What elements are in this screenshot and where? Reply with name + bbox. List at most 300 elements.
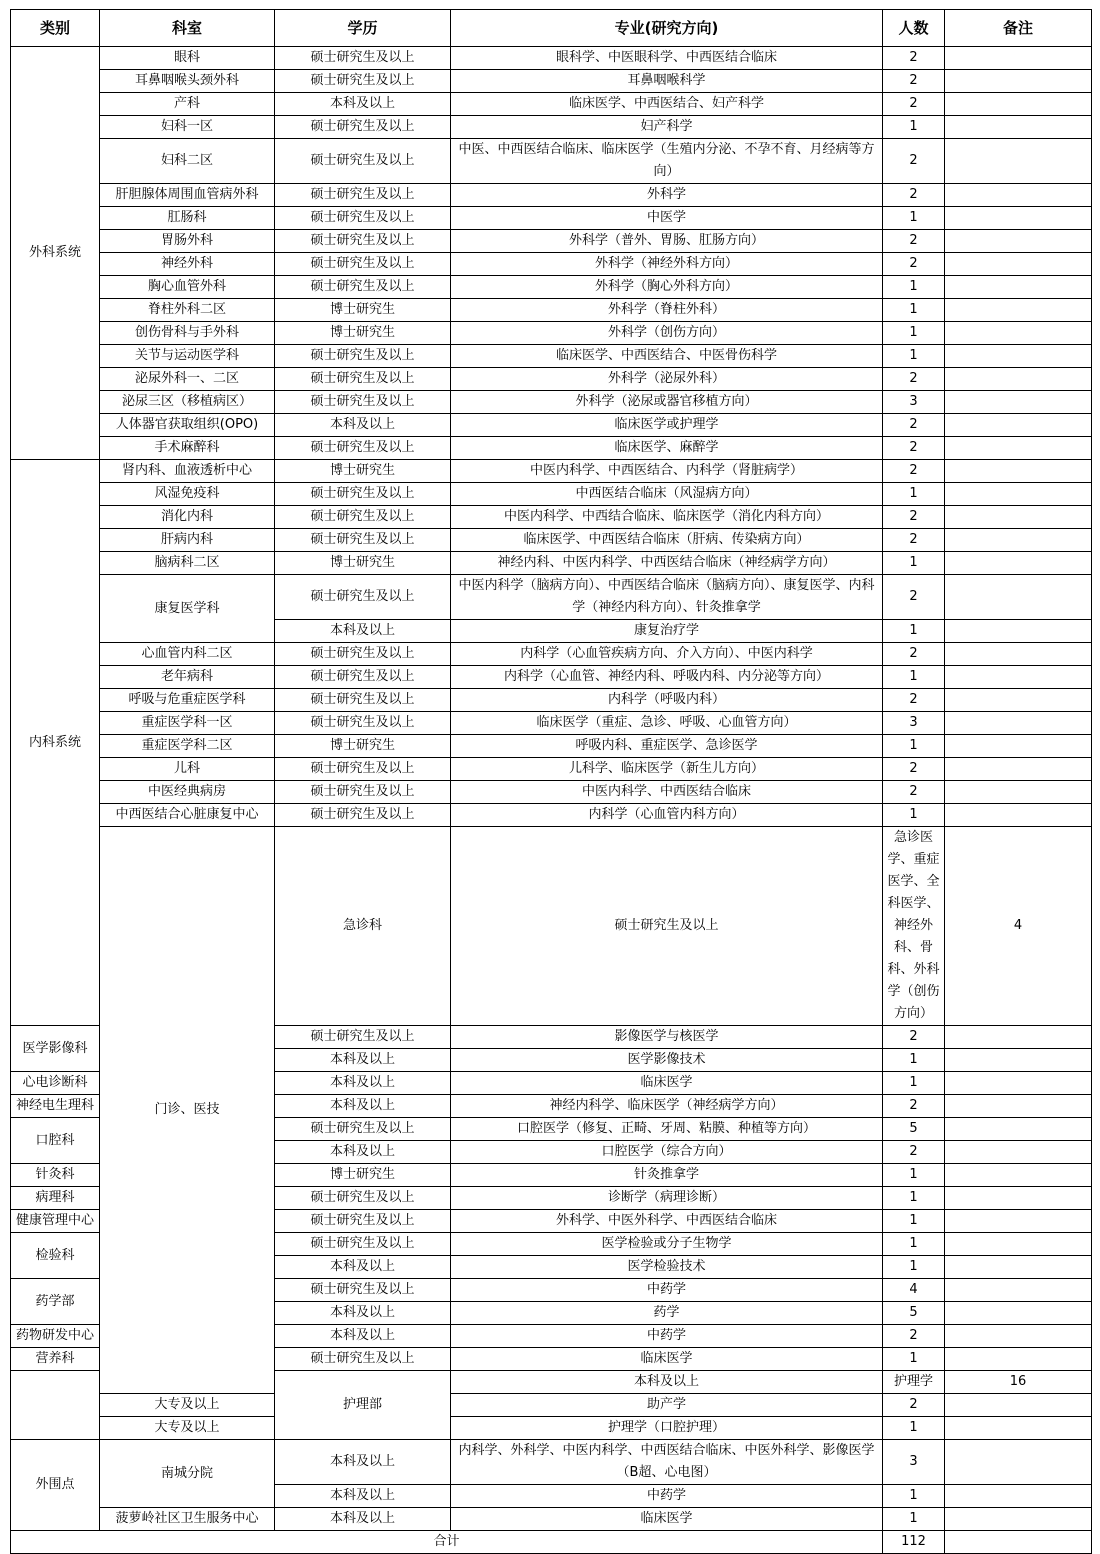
note-cell [945,276,1092,299]
education-cell: 硕士研究生及以上 [275,758,451,781]
note-cell [945,1026,1092,1049]
education-cell: 本科及以上 [275,1049,451,1072]
major-cell: 药学 [451,1302,883,1325]
major-cell: 中西医结合临床（风湿病方向） [451,483,883,506]
department-cell: 康复医学科 [100,575,275,643]
note-cell [945,1508,1092,1531]
major-cell: 内科学（心血管、神经内科、呼吸内科、内分泌等方向） [451,666,883,689]
note-cell [945,1348,1092,1371]
count-cell: 1 [883,207,945,230]
major-cell: 中药学 [451,1325,883,1348]
education-cell: 博士研究生 [275,460,451,483]
note-cell [945,368,1092,391]
major-cell: 外科学（泌尿外科） [451,368,883,391]
department-cell: 肛肠科 [100,207,275,230]
department-cell: 药学部 [11,1279,100,1325]
education-cell: 本科及以上 [451,1371,883,1394]
table-row [11,552,1092,575]
count-cell: 16 [945,1371,1092,1394]
major-cell: 中药学 [451,1485,883,1508]
education-cell: 硕士研究生及以上 [275,483,451,506]
major-cell: 中医内科学、中西结合临床、临床医学（消化内科方向） [451,506,883,529]
count-cell: 2 [883,1026,945,1049]
major-cell: 护理学（口腔护理） [451,1417,883,1440]
education-cell: 博士研究生 [275,299,451,322]
major-cell: 外科学 [451,184,883,207]
table-row [11,368,1092,391]
note-cell [945,804,1092,827]
department-cell: 急诊科 [275,827,451,1026]
note-cell [945,230,1092,253]
department-cell: 关节与运动医学科 [100,345,275,368]
note-cell [945,139,1092,184]
department-cell: 胸心血管外科 [100,276,275,299]
count-cell: 1 [883,483,945,506]
education-cell: 硕士研究生及以上 [275,116,451,139]
education-cell: 本科及以上 [275,1485,451,1508]
table-row [11,827,1092,1026]
note-cell [945,345,1092,368]
department-cell: 重症医学科二区 [100,735,275,758]
education-cell: 硕士研究生及以上 [275,253,451,276]
count-cell: 2 [883,643,945,666]
education-cell: 硕士研究生及以上 [451,827,883,1026]
header-note: 备注 [945,10,1092,47]
table-row [11,299,1092,322]
education-cell: 博士研究生 [275,735,451,758]
major-cell: 中医内科学（脑病方向）、中西医结合临床（脑病方向）、康复医学、内科学（神经内科方向）、针灸推拿学 [451,575,883,620]
note-cell [945,1072,1092,1095]
table-row [11,345,1092,368]
table-row [11,643,1092,666]
note-cell [945,1049,1092,1072]
major-cell: 妇产科学 [451,116,883,139]
major-cell: 急诊医学、重症医学、全科医学、神经外科、骨科、外科学（创伤方向） [883,827,945,1026]
major-cell: 针灸推拿学 [451,1164,883,1187]
department-cell: 泌尿三区（移植病区） [100,391,275,414]
total-count: 112 [883,1531,945,1554]
count-cell: 3 [883,712,945,735]
education-cell: 硕士研究生及以上 [275,804,451,827]
department-cell: 妇科二区 [100,139,275,184]
note-cell [945,1233,1092,1256]
table-body [11,47,1092,1531]
education-cell: 硕士研究生及以上 [275,1026,451,1049]
major-cell: 口腔医学（综合方向） [451,1141,883,1164]
department-cell: 营养科 [11,1348,100,1371]
department-cell: 人体器官获取组织(OPO) [100,414,275,437]
table-row [11,47,1092,70]
note-cell [945,1164,1092,1187]
department-cell: 老年病科 [100,666,275,689]
department-cell: 心血管内科二区 [100,643,275,666]
education-cell: 博士研究生 [275,1164,451,1187]
major-cell: 临床医学 [451,1072,883,1095]
major-cell: 临床医学 [451,1348,883,1371]
major-cell: 临床医学 [451,1508,883,1531]
education-cell: 本科及以上 [275,1095,451,1118]
count-cell: 1 [883,1187,945,1210]
department-cell: 神经电生理科 [11,1095,100,1118]
note-cell [945,47,1092,70]
header-count: 人数 [883,10,945,47]
note-cell [945,70,1092,93]
department-cell: 消化内科 [100,506,275,529]
count-cell: 5 [883,1302,945,1325]
count-cell: 2 [883,47,945,70]
count-cell: 2 [883,70,945,93]
note-cell [945,1417,1092,1440]
major-cell: 神经内科、中医内科学、中西医结合临床（神经病学方向） [451,552,883,575]
note-cell [945,1118,1092,1141]
note-cell [945,643,1092,666]
category-cell [11,1371,100,1440]
department-cell: 儿科 [100,758,275,781]
recruitment-table [10,9,1092,1554]
note-cell [945,552,1092,575]
note-cell [945,735,1092,758]
education-cell: 硕士研究生及以上 [275,276,451,299]
table-row [11,712,1092,735]
department-cell: 眼科 [100,47,275,70]
count-cell: 2 [883,230,945,253]
education-cell: 硕士研究生及以上 [275,689,451,712]
count-cell: 1 [883,1164,945,1187]
education-cell: 大专及以上 [100,1417,275,1440]
major-cell: 中医内科学、中西医结合临床 [451,781,883,804]
department-cell: 产科 [100,93,275,116]
education-cell: 本科及以上 [275,1325,451,1348]
table-row [11,1440,1092,1485]
major-cell: 神经内科学、临床医学（神经病学方向） [451,1095,883,1118]
major-cell: 临床医学或护理学 [451,414,883,437]
table-row [11,184,1092,207]
count-cell: 1 [883,1256,945,1279]
total-label: 合计 [11,1531,883,1554]
table-header-row [11,10,1092,47]
education-cell: 大专及以上 [100,1394,275,1417]
department-cell: 中医经典病房 [100,781,275,804]
major-cell: 外科学、中医外科学、中西医结合临床 [451,1210,883,1233]
major-cell: 影像医学与核医学 [451,1026,883,1049]
note-cell [945,620,1092,643]
count-cell: 2 [883,529,945,552]
category-cell: 内科系统 [11,460,100,1026]
note-cell [945,575,1092,620]
education-cell: 硕士研究生及以上 [275,781,451,804]
education-cell: 本科及以上 [275,1508,451,1531]
education-cell: 硕士研究生及以上 [275,643,451,666]
education-cell: 本科及以上 [275,1072,451,1095]
count-cell: 1 [883,1508,945,1531]
major-cell: 医学检验技术 [451,1256,883,1279]
major-cell: 外科学（胸心外科方向） [451,276,883,299]
category-cell: 门诊、医技 [100,827,275,1394]
table-row [11,666,1092,689]
count-cell: 1 [883,1348,945,1371]
education-cell: 硕士研究生及以上 [275,712,451,735]
count-cell: 1 [883,1049,945,1072]
count-cell: 3 [883,391,945,414]
department-cell: 医学影像科 [11,1026,100,1072]
department-cell: 胃肠外科 [100,230,275,253]
count-cell: 2 [883,575,945,620]
department-cell: 病理科 [11,1187,100,1210]
count-cell: 2 [883,689,945,712]
major-cell: 临床医学、中西医结合、妇产科学 [451,93,883,116]
department-cell: 呼吸与危重症医学科 [100,689,275,712]
education-cell: 硕士研究生及以上 [275,230,451,253]
count-cell: 2 [883,414,945,437]
major-cell: 耳鼻咽喉科学 [451,70,883,93]
note-cell [945,758,1092,781]
note-cell [945,712,1092,735]
table-row [11,253,1092,276]
education-cell: 硕士研究生及以上 [275,391,451,414]
department-cell: 创伤骨科与手外科 [100,322,275,345]
note-cell [945,483,1092,506]
major-cell: 诊断学（病理诊断） [451,1187,883,1210]
major-cell: 内科学（心血管内科方向） [451,804,883,827]
department-cell: 妇科一区 [100,116,275,139]
major-cell: 临床医学、麻醉学 [451,437,883,460]
count-cell: 3 [883,1440,945,1485]
note-cell [945,1394,1092,1417]
major-cell: 医学影像技术 [451,1049,883,1072]
major-cell: 外科学（普外、胃肠、肛肠方向） [451,230,883,253]
department-cell: 肝胆腺体周围血管病外科 [100,184,275,207]
note-cell [945,1485,1092,1508]
note-cell [945,116,1092,139]
table-row [11,70,1092,93]
education-cell: 硕士研究生及以上 [275,1279,451,1302]
header-major: 专业(研究方向) [451,10,883,47]
education-cell: 本科及以上 [275,620,451,643]
count-cell: 1 [883,552,945,575]
department-cell: 中西医结合心脏康复中心 [100,804,275,827]
note-cell [945,506,1092,529]
count-cell: 2 [883,93,945,116]
count-cell: 2 [883,781,945,804]
note-cell [945,391,1092,414]
count-cell: 4 [945,827,1092,1026]
note-cell [945,1256,1092,1279]
major-cell: 口腔医学（修复、正畸、牙周、粘膜、种植等方向） [451,1118,883,1141]
header-category: 类别 [11,10,100,47]
count-cell: 2 [883,139,945,184]
header-department: 科室 [100,10,275,47]
count-cell: 2 [883,437,945,460]
department-cell: 肝病内科 [100,529,275,552]
table-row [11,689,1092,712]
table-row [11,460,1092,483]
note-cell [945,1279,1092,1302]
table-row [11,758,1092,781]
education-cell: 硕士研究生及以上 [275,345,451,368]
count-cell: 1 [883,299,945,322]
education-cell: 硕士研究生及以上 [275,1210,451,1233]
note-cell [945,1302,1092,1325]
major-cell: 中医学 [451,207,883,230]
header-education: 学历 [275,10,451,47]
major-cell: 护理学 [883,1371,945,1394]
note-cell [945,781,1092,804]
note-cell [945,1141,1092,1164]
education-cell: 硕士研究生及以上 [275,575,451,620]
total-note [945,1531,1092,1554]
note-cell [945,689,1092,712]
note-cell [945,1440,1092,1485]
major-cell: 外科学（脊柱外科） [451,299,883,322]
education-cell: 硕士研究生及以上 [275,1233,451,1256]
education-cell: 硕士研究生及以上 [275,1348,451,1371]
major-cell: 中医、中西医结合临床、临床医学（生殖内分泌、不孕不育、月经病等方向） [451,139,883,184]
table-row [11,506,1092,529]
table-row [11,139,1092,184]
table-row [11,1508,1092,1531]
major-cell: 中药学 [451,1279,883,1302]
count-cell: 1 [883,322,945,345]
note-cell [945,1187,1092,1210]
major-cell: 呼吸内科、重症医学、急诊医学 [451,735,883,758]
department-cell: 脑病科二区 [100,552,275,575]
count-cell: 2 [883,368,945,391]
education-cell: 本科及以上 [275,1440,451,1485]
education-cell: 硕士研究生及以上 [275,139,451,184]
education-cell: 本科及以上 [275,414,451,437]
major-cell: 内科学（呼吸内科） [451,689,883,712]
department-cell: 肾内科、血液透析中心 [100,460,275,483]
education-cell: 硕士研究生及以上 [275,529,451,552]
department-cell: 泌尿外科一、二区 [100,368,275,391]
department-cell: 神经外科 [100,253,275,276]
table-row [11,93,1092,116]
count-cell: 1 [883,620,945,643]
count-cell: 2 [883,1325,945,1348]
count-cell: 2 [883,184,945,207]
count-cell: 1 [883,116,945,139]
department-cell: 菠萝岭社区卫生服务中心 [100,1508,275,1531]
education-cell: 硕士研究生及以上 [275,506,451,529]
education-cell: 硕士研究生及以上 [275,207,451,230]
total-row [11,1531,1092,1554]
count-cell: 2 [883,506,945,529]
note-cell [945,1210,1092,1233]
count-cell: 1 [883,1210,945,1233]
education-cell: 硕士研究生及以上 [275,1187,451,1210]
table-row [11,1394,1092,1417]
education-cell: 本科及以上 [275,1256,451,1279]
count-cell: 5 [883,1118,945,1141]
count-cell: 2 [883,758,945,781]
department-cell: 检验科 [11,1233,100,1279]
education-cell: 硕士研究生及以上 [275,666,451,689]
major-cell: 临床医学（重症、急诊、呼吸、心血管方向） [451,712,883,735]
major-cell: 医学检验或分子生物学 [451,1233,883,1256]
count-cell: 2 [883,253,945,276]
count-cell: 2 [883,1141,945,1164]
category-cell: 外围点 [11,1440,100,1531]
table-row [11,322,1092,345]
table-row [11,276,1092,299]
department-cell: 心电诊断科 [11,1072,100,1095]
table-row [11,781,1092,804]
education-cell: 本科及以上 [275,1302,451,1325]
major-cell: 儿科学、临床医学（新生儿方向） [451,758,883,781]
education-cell: 硕士研究生及以上 [275,368,451,391]
note-cell [945,253,1092,276]
department-cell: 风湿免疫科 [100,483,275,506]
table-row [11,116,1092,139]
department-cell: 脊柱外科二区 [100,299,275,322]
table-row [11,804,1092,827]
category-cell: 外科系统 [11,47,100,460]
count-cell: 1 [883,1417,945,1440]
major-cell: 临床医学、中西医结合、中医骨伤科学 [451,345,883,368]
department-cell: 耳鼻咽喉头颈外科 [100,70,275,93]
education-cell: 硕士研究生及以上 [275,184,451,207]
department-cell: 健康管理中心 [11,1210,100,1233]
table-row [11,575,1092,620]
note-cell [945,666,1092,689]
note-cell [945,414,1092,437]
education-cell: 本科及以上 [275,93,451,116]
count-cell: 1 [883,1485,945,1508]
education-cell: 硕士研究生及以上 [275,437,451,460]
count-cell: 2 [883,460,945,483]
major-cell: 临床医学、中西医结合临床（肝病、传染病方向） [451,529,883,552]
major-cell: 内科学、外科学、中医内科学、中西医结合临床、中医外科学、影像医学（B超、心电图） [451,1440,883,1485]
table-row [11,207,1092,230]
education-cell: 硕士研究生及以上 [275,1118,451,1141]
note-cell [945,1095,1092,1118]
note-cell [945,529,1092,552]
table-row [11,735,1092,758]
count-cell: 1 [883,666,945,689]
table-row [11,437,1092,460]
note-cell [945,207,1092,230]
department-cell: 护理部 [275,1371,451,1440]
education-cell: 博士研究生 [275,552,451,575]
department-cell: 药物研发中心 [11,1325,100,1348]
education-cell: 博士研究生 [275,322,451,345]
department-cell: 口腔科 [11,1118,100,1164]
note-cell [945,322,1092,345]
count-cell: 1 [883,345,945,368]
education-cell: 硕士研究生及以上 [275,70,451,93]
department-cell: 重症医学科一区 [100,712,275,735]
department-cell: 南城分院 [100,1440,275,1508]
note-cell [945,184,1092,207]
note-cell [945,460,1092,483]
note-cell [945,93,1092,116]
count-cell: 1 [883,276,945,299]
major-cell: 康复治疗学 [451,620,883,643]
count-cell: 1 [883,735,945,758]
table-row [11,529,1092,552]
count-cell: 1 [883,1233,945,1256]
education-cell: 本科及以上 [275,1141,451,1164]
major-cell: 外科学（泌尿或器官移植方向） [451,391,883,414]
count-cell: 2 [883,1095,945,1118]
major-cell: 外科学（创伤方向） [451,322,883,345]
major-cell: 中医内科学、中西医结合、内科学（肾脏病学） [451,460,883,483]
table-row [11,414,1092,437]
education-cell: 硕士研究生及以上 [275,47,451,70]
major-cell: 内科学（心血管疾病方向、介入方向）、中医内科学 [451,643,883,666]
table-row [11,1417,1092,1440]
note-cell [945,437,1092,460]
